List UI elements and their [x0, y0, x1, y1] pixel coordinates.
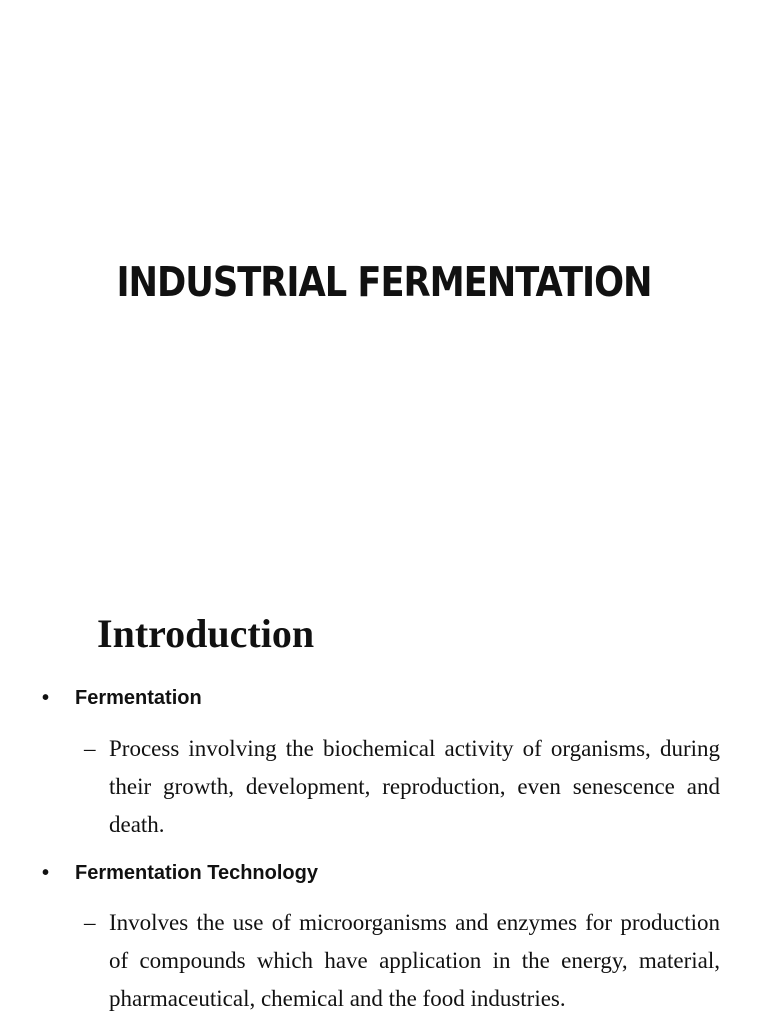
slide-title: INDUSTRIAL FERMENTATION [116, 258, 652, 306]
bullet-label: Fermentation Technology [75, 862, 318, 884]
dash-marker: – [84, 736, 96, 761]
bullet-marker: • [42, 862, 50, 884]
bullet-fermentation [42, 684, 202, 712]
bullet-fermentation-technology [42, 859, 318, 887]
bullet-marker: • [42, 687, 50, 709]
sub-point-fermentation-technology [84, 904, 720, 1018]
section-heading: Introduction [97, 611, 315, 656]
introduction-slide [0, 560, 768, 1024]
sub-point-text: Involves the use of microorganisms and enzymes for production of compounds which have application in the energy, material, pharmaceutical, chemical and the food industries. [109, 910, 720, 1011]
sub-point-text: Process involving the biochemical activity of organisms, during their growth, development, reproduction, even senescence and death. [109, 736, 720, 837]
sub-point-fermentation [84, 730, 720, 844]
bullet-label: Fermentation [75, 687, 202, 709]
dash-marker: – [84, 910, 96, 935]
